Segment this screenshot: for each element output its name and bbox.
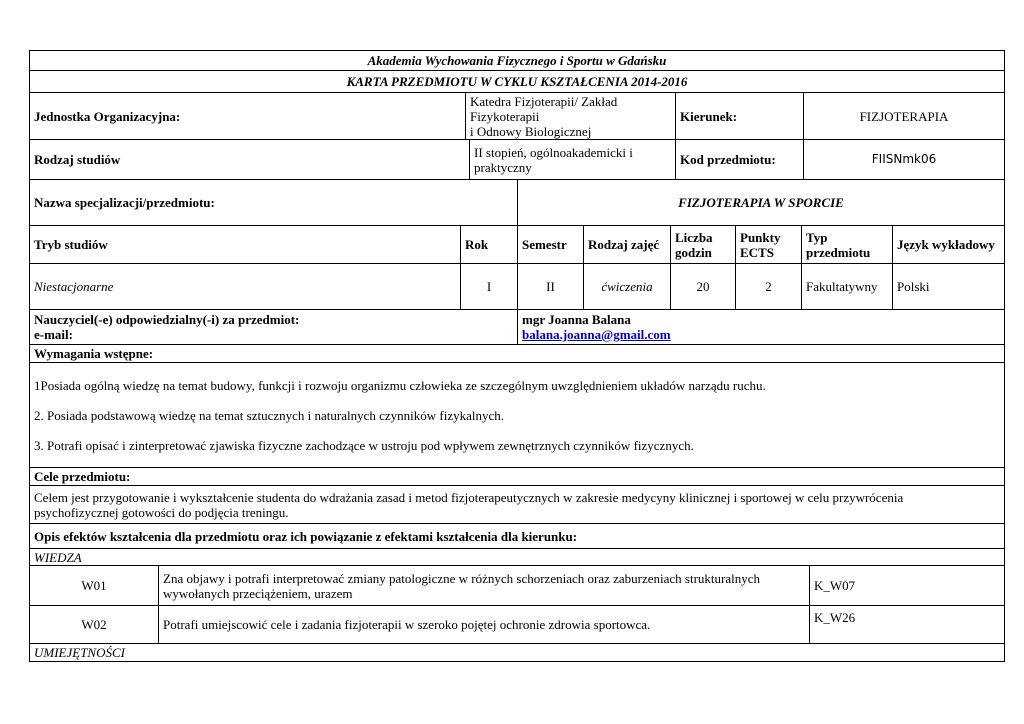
outcome-ref: K_W07: [814, 578, 856, 593]
requirement-item-3: 3. Potrafi opisać i zinterpretować zjawiska fizyczne zachodzące w ustroju pod wpływem zewnętrznych czynników fizycznych.: [34, 437, 694, 453]
goals-text-line-2: psychofizycznej gotowości do podjęcia treningu.: [34, 504, 289, 520]
studies-value-line-2: praktyczny: [474, 159, 532, 175]
studies-row: [29, 140, 1005, 180]
teacher-row: [29, 310, 1005, 345]
outcome-ref: K_W26: [814, 610, 856, 625]
teacher-values: [518, 310, 1004, 344]
studies-label: Rodzaj studiów: [30, 140, 470, 179]
outcome-code: W01: [30, 566, 159, 605]
value-class-type: ćwiczenia: [584, 264, 671, 309]
academy-row: [29, 50, 1005, 71]
value-year: I: [461, 264, 518, 309]
requirements-label: Wymagania wstępne:: [34, 346, 154, 361]
outcome-description-line-1: Zna objawy i potrafi interpretować zmiany patologiczne w różnych schorzeniach oraz zaburzeniach strukturalnych: [163, 570, 761, 586]
card-title: KARTA PRZEDMIOTU W CYKLU KSZTAŁCENIA 2014-2016: [346, 74, 688, 89]
subject-label: Nazwa specjalizacji/przedmiotu:: [30, 180, 518, 225]
mode-values-row: [29, 264, 1005, 310]
outcome-description: Potrafi umiejscowić cele i zadania fizjoterapii w szeroko pojętej ochronie zdrowia sportowca.: [159, 606, 810, 643]
goals-text-line-1: Celem jest przygotowanie i wykształcenie studenta do wdrażania zasad i metod fizjoterapeutycznych w zakresie medycyny klinicznej i sportowej w celu przywrócenia: [34, 489, 904, 505]
studies-value: [470, 140, 676, 179]
value-mode: Niestacjonarne: [30, 264, 461, 309]
header-ects: Punkty ECTS: [736, 226, 802, 263]
requirements-list: [30, 363, 1004, 467]
value-semester: II: [518, 264, 584, 309]
skills-label-row: [29, 644, 1005, 662]
header-class-type: Rodzaj zajęć: [584, 226, 671, 263]
subject-row: [29, 180, 1005, 226]
outcome-description-line-2: wywołanych przeciążeniem, urazem: [163, 585, 353, 601]
outcome-code: W02: [30, 606, 159, 643]
header-hours: Liczba godzin: [671, 226, 736, 263]
requirement-item-1: 1Posiada ogólną wiedzę na temat budowy, funkcji i rozwoju organizmu człowieka ze szczególnym uwzględnieniem układów narządu ruchu.: [34, 377, 766, 393]
header-mode: Tryb studiów: [30, 226, 461, 263]
direction-value: FIZJOTERAPIA: [859, 108, 949, 124]
card-title-row: [29, 71, 1005, 93]
goals-label-row: [29, 468, 1005, 486]
knowledge-label: WIEDZA: [34, 549, 82, 565]
outcomes-label: Opis efektów kształcenia dla przedmiotu oraz ich powiązanie z efektami kształcenia dla kierunku:: [34, 528, 578, 544]
value-language: Polski: [897, 279, 930, 294]
direction-label: Kierunek:: [676, 93, 804, 139]
requirements-label-row: [29, 345, 1005, 363]
teacher-email-link[interactable]: balana.joanna@gmail.com: [522, 327, 671, 342]
requirements-row: [29, 363, 1005, 468]
unit-value-line-2: Fizykoterapii: [470, 108, 540, 124]
teacher-label: Nauczyciel(-e) odpowiedzialny(-i) za przedmiot:: [34, 312, 300, 327]
studies-value-line-1: II stopień, ogólnoakademicki i: [474, 144, 633, 160]
teacher-labels: [30, 310, 518, 344]
header-language: Język wykładowy: [897, 237, 995, 252]
outcome-description: [159, 566, 810, 605]
email-label: e-mail:: [34, 327, 73, 342]
subject-value: FIZJOTERAPIA W SPORCIE: [678, 195, 844, 210]
goals-row: [29, 486, 1005, 524]
code-label: Kod przedmiotu:: [676, 140, 804, 179]
teacher-name: mgr Joanna Balana: [522, 312, 631, 327]
header-subject-type: Typ przedmiotu: [802, 226, 893, 263]
outcome-row: [29, 566, 1005, 606]
requirement-item-2: 2. Posiada podstawową wiedzę na temat sztucznych i naturalnych czynników fizykalnych.: [34, 407, 505, 423]
skills-label: UMIEJĘTNOŚCI: [34, 645, 125, 660]
value-subject-type: Fakultatywny: [802, 264, 893, 309]
value-hours: 20: [671, 264, 736, 309]
academy-name: Akademia Wychowania Fizycznego i Sportu w Gdańsku: [367, 53, 667, 68]
unit-label: Jednostka Organizacyjna:: [30, 93, 466, 139]
code-value: FIISNmk06: [871, 152, 937, 166]
unit-row: [29, 93, 1005, 140]
outcome-row: [29, 606, 1005, 644]
knowledge-label-row: [29, 549, 1005, 566]
unit-value: [466, 93, 676, 139]
outcomes-label-row: [29, 524, 1005, 549]
header-semester: Semestr: [518, 226, 584, 263]
header-year: Rok: [461, 226, 518, 263]
value-ects: 2: [736, 264, 802, 309]
unit-value-line-3: i Odnowy Biologicznej: [470, 123, 592, 139]
unit-value-line-1: Katedra Fizjoterapii/ Zakład: [470, 93, 618, 109]
mode-header-row: [29, 226, 1005, 264]
goals-label: Cele przedmiotu:: [34, 469, 131, 484]
goals-text: [30, 486, 1004, 523]
course-card-table: [29, 50, 1005, 662]
